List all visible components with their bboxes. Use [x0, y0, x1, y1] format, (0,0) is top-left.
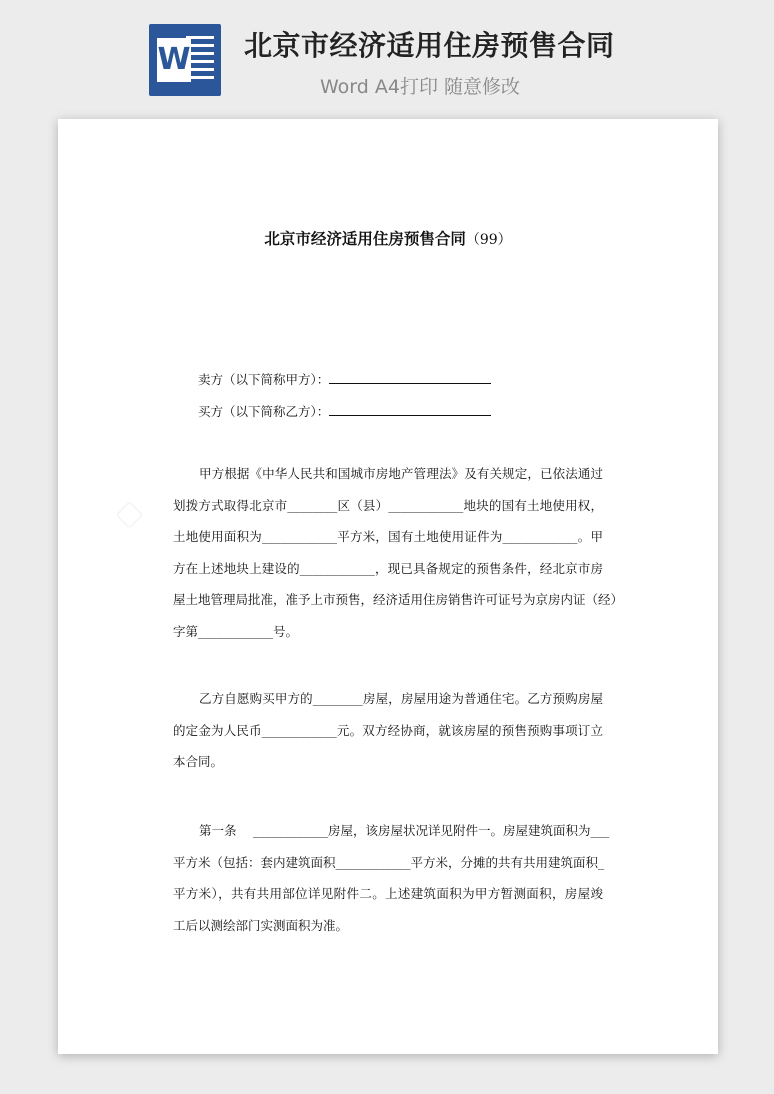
- paragraph-line: 土地使用面积为____________平方米，国有土地使用证件为____________。甲: [173, 529, 603, 544]
- document-title-suffix: （99）: [465, 232, 512, 248]
- paragraph-line: 屋土地管理局批准，准予上市预售，经济适用住房销售许可证号为京房内证（经）: [173, 592, 624, 607]
- buyer-blank[interactable]: [329, 403, 491, 416]
- paragraph-1: [173, 464, 624, 653]
- word-icon-letter: W: [157, 38, 191, 82]
- header-title: 北京市经济适用住房预售合同: [244, 29, 615, 62]
- paragraph-line: 平方米（包括：套内建筑面积____________平方米，分摊的共有共用建筑面积_: [173, 854, 605, 870]
- paragraph-line: 第一条 ____________房屋，该房屋状况详见附件一。房屋建筑面积为___: [199, 823, 610, 838]
- watermark: ▢: [110, 494, 150, 534]
- seller-line: [198, 370, 491, 388]
- paragraph-line: 甲方根据《中华人民共和国城市房地产管理法》及有关规定，已依法通过: [199, 466, 603, 481]
- paragraph-line: 方在上述地块上建设的____________，现已具备规定的预售条件，经北京市房: [173, 560, 603, 576]
- seller-blank[interactable]: [329, 371, 491, 384]
- paragraph-line: 字第____________号。: [173, 623, 299, 639]
- document-title-text: 北京市经济适用住房预售合同: [264, 230, 466, 248]
- paragraph-3: [173, 821, 610, 947]
- paragraph-line: 的定金为人民币____________元。双方经协商，就该房屋的预售预购事项订立: [173, 722, 603, 738]
- paragraph-line: 本合同。: [173, 754, 224, 769]
- paragraph-line: 平方米），共有共用部位详见附件二。上述建筑面积为甲方暂测面积，房屋竣: [173, 886, 603, 901]
- seller-label: 卖方（以下简称甲方）：: [198, 372, 330, 387]
- paragraph-line: 乙方自愿购买甲方的________房屋，房屋用途为普通住宅。乙方预购房屋: [199, 691, 603, 706]
- document-title: [58, 227, 718, 249]
- document-page: [58, 119, 718, 1054]
- paragraph-line: 工后以测绘部门实测面积为准。: [173, 917, 349, 933]
- buyer-line: [198, 402, 491, 420]
- paragraph-2: [173, 689, 603, 784]
- paragraph-line: 划拨方式取得北京市________区（县）____________地块的国有土地使用权，: [173, 497, 603, 513]
- header-banner: [0, 0, 774, 110]
- word-icon: [149, 24, 221, 96]
- buyer-label: 买方（以下简称乙方）：: [198, 404, 330, 419]
- header-subtitle: Word A4打印 随意修改: [320, 76, 521, 98]
